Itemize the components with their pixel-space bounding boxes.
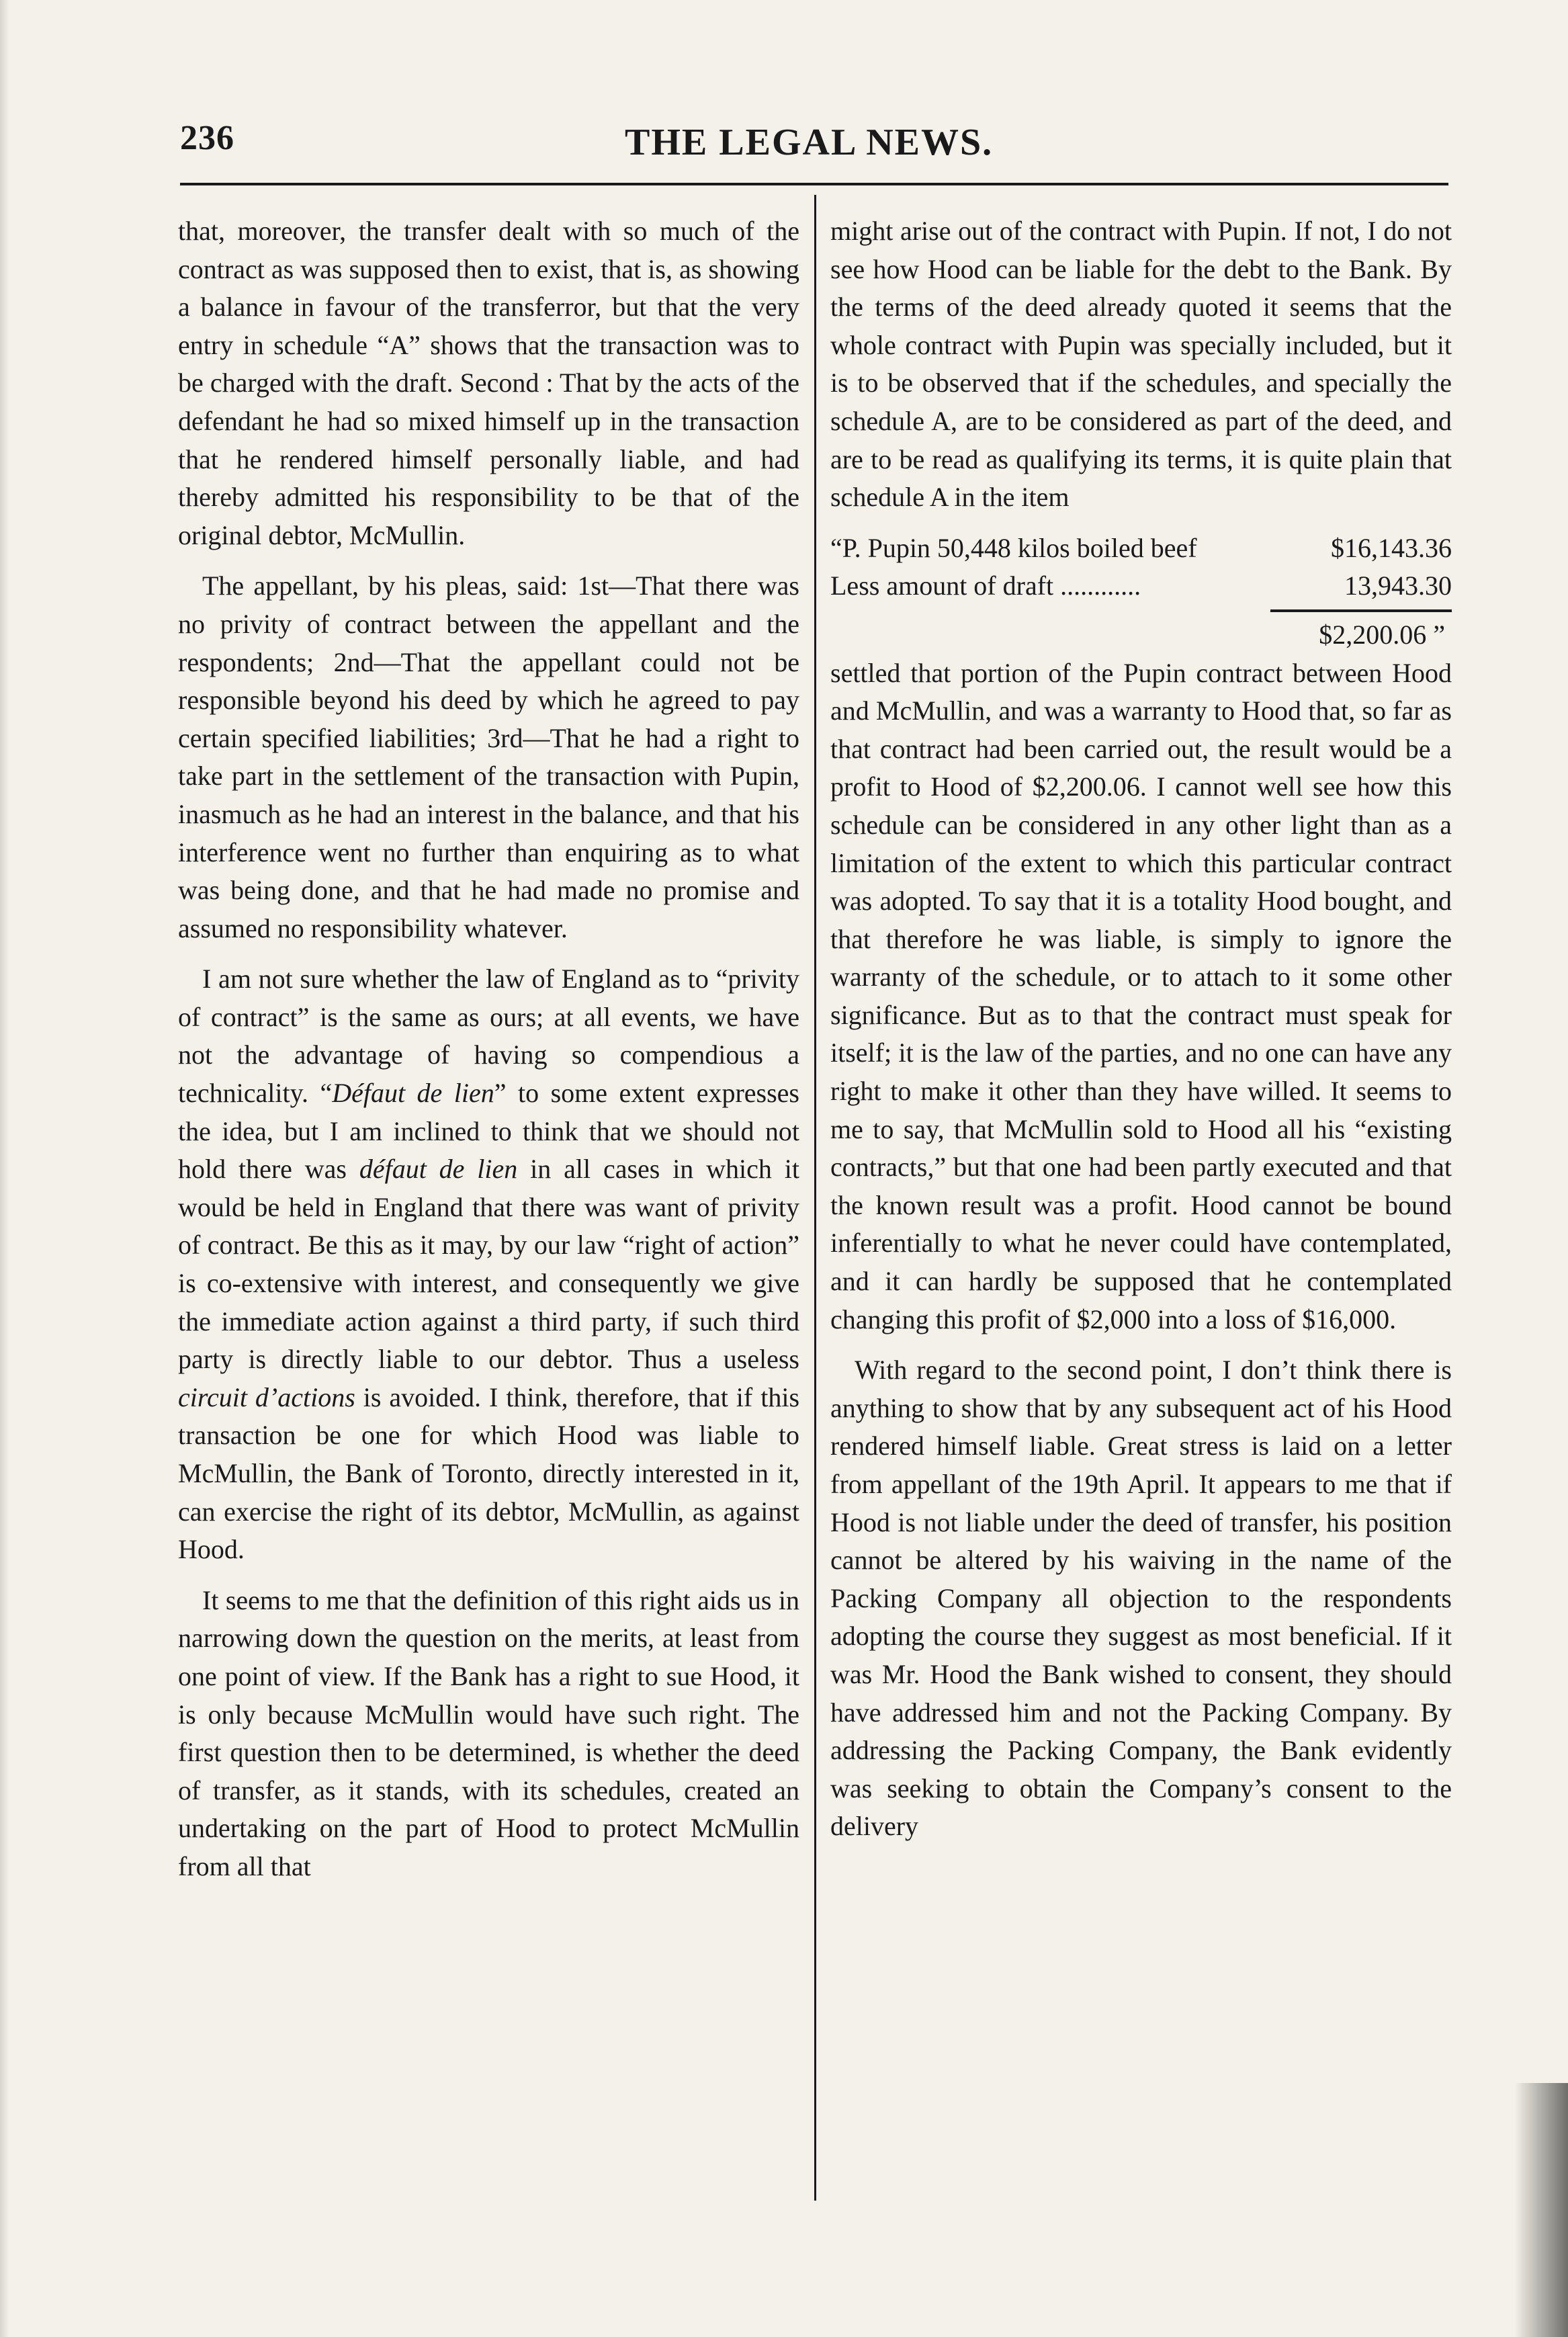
paragraph — [178, 960, 799, 1569]
left-column — [178, 212, 799, 1899]
paragraph: might arise out of the contract with Pupin. If not, I do not see how Hood can be liable for the debt to the Bank. By the terms of the deed already quoted it seems that the whole contract with Pupin was specially included, but it is to be observed that if the schedules, and specially the schedule A, are to be considered as part of the deed, and are to be read as qualifying its terms, it is quite plain that schedule A in the item — [830, 216, 1452, 513]
ledger-row — [830, 567, 1452, 605]
ledger-amount: 13,943.30 — [1344, 570, 1452, 601]
running-head-title: THE LEGAL NEWS. — [625, 122, 994, 163]
schedule-item-ledger — [830, 529, 1452, 654]
text-run: ” to some extent expresses the idea, but I am inclined to think that we should not hold there was — [178, 1078, 799, 1185]
page-edge-shadow-left — [0, 0, 9, 2337]
right-column — [830, 212, 1452, 1859]
text-run: in all cases in which it would be held in England that there was want of privity of contract. Be this as it may, by our law “right of action” is co-extensive with interest, and consequently we give the immediate action against a third party, if such third party is directly liable to our debtor. Thus a useless — [178, 1154, 800, 1375]
paragraph: It seems to me that the definition of this right aids us in narrowing down the question on the merits, at least from one point of view. If the Bank has a right to sue Hood, it is only because McMullin would have such right. The first question then to be determined, is whether the deed of transfer, as it stands, with its schedules, created an undertaking on the part of Hood to protect McMullin from all that — [178, 1584, 799, 1881]
page-edge-shadow-right — [1514, 2083, 1568, 2337]
ledger-amount: $16,143.36 — [1331, 532, 1452, 563]
ledger-row — [830, 529, 1452, 568]
paragraph: settled that portion of the Pupin contract between Hood and McMullin, and was a warranty to Hood that, so far as that contract had been carried out, the result would be a profit to Hood of $2,200.06. I cannot well see how this schedule can be considered in any other light than as a limitation of the extent to which this particular contract was adopted. To say that it is a totality Hood bought, and that therefore he was liable, is simply to ignore the warranty of the schedule, or to attach to it some other significance. But as to that the contract must speak for itself; it is the law of the parties, and no one can have any right to make it other than they have willed. It seems to me to say, that McMullin sold to Hood all his “existing contracts,” but that one had been partly executed and that the known result was a profit. Hood cannot be bound inferentially to what he never could have contemplated, and it can hardly be supposed that he contemplated changing this profit of $2,000 into a loss of $16,000. — [830, 657, 1452, 1334]
page-number: 236 — [180, 119, 234, 157]
paragraph: With regard to the second point, I don’t think there is anything to show that by any subsequent act of his Hood rendered himself liable. Great stress is laid on a letter from appellant of the 19th April. It appears to me that if Hood is not liable under the deed of transfer, his position cannot be altered by his waiving in the name of the Packing Company all objection to the respondents adopting the course they suggest as most beneficial. If it was Mr. Hood the Bank wished to consent, they should have addressed him and not the Packing Company. By addressing the Packing Company, the Bank evidently was seeking to obtain the Company’s consent to the delivery — [830, 1355, 1452, 1842]
column-divider — [814, 195, 816, 2201]
text-run: is avoided. I think, therefore, that if this transaction be one for which Hood was liable to McMullin, the Bank of Toronto, directly interested in it, can exercise the right of its debtor, McMullin, as against Hood. — [178, 1382, 800, 1565]
italic-term: Défaut de lien — [332, 1078, 494, 1109]
header-rule — [180, 183, 1448, 185]
ledger-description: “P. Pupin 50,448 kilos boiled beef — [830, 532, 1197, 563]
paragraph: The appellant, by his pleas, said: 1st—That there was no privity of contract between the appellant and the respondents; 2nd—That the appellant could not be responsible beyond his deed by which he agreed to pay certain specified liabilities; 3rd—That he had a right to take part in the settlement of the transaction with Pupin, inasmuch as he had an interest in the balance, and that his interference went no further than enquiring as to what was being done, and that he had made no promise and assumed no responsibility whatever. — [178, 570, 799, 943]
ledger-total: $2,200.06 ” — [1319, 619, 1445, 650]
ledger-description: Less amount of draft ............ — [830, 570, 1141, 601]
text-run: I am not sure whether the law of England as to “privity of contract” is the same as ours; at all events, we have not the advantage of having so compendious a technicality. “ — [178, 964, 799, 1109]
italic-term: défaut de lien — [359, 1154, 518, 1185]
paragraph: that, moreover, the transfer dealt with so much of the contract as was supposed then to exist, that is, as showing a balance in favour of the transferror, but that the very entry in schedule “A” shows that the transaction was to be charged with the draft. Second : That by the acts of the defendant he had so mixed himself up in the transaction that he rendered himself personally liable, and had thereby admitted his responsibility to be that of the original debtor, McMullin. — [178, 216, 799, 550]
ledger-sum-rule — [1270, 609, 1452, 612]
italic-term: circuit d’actions — [178, 1382, 355, 1412]
